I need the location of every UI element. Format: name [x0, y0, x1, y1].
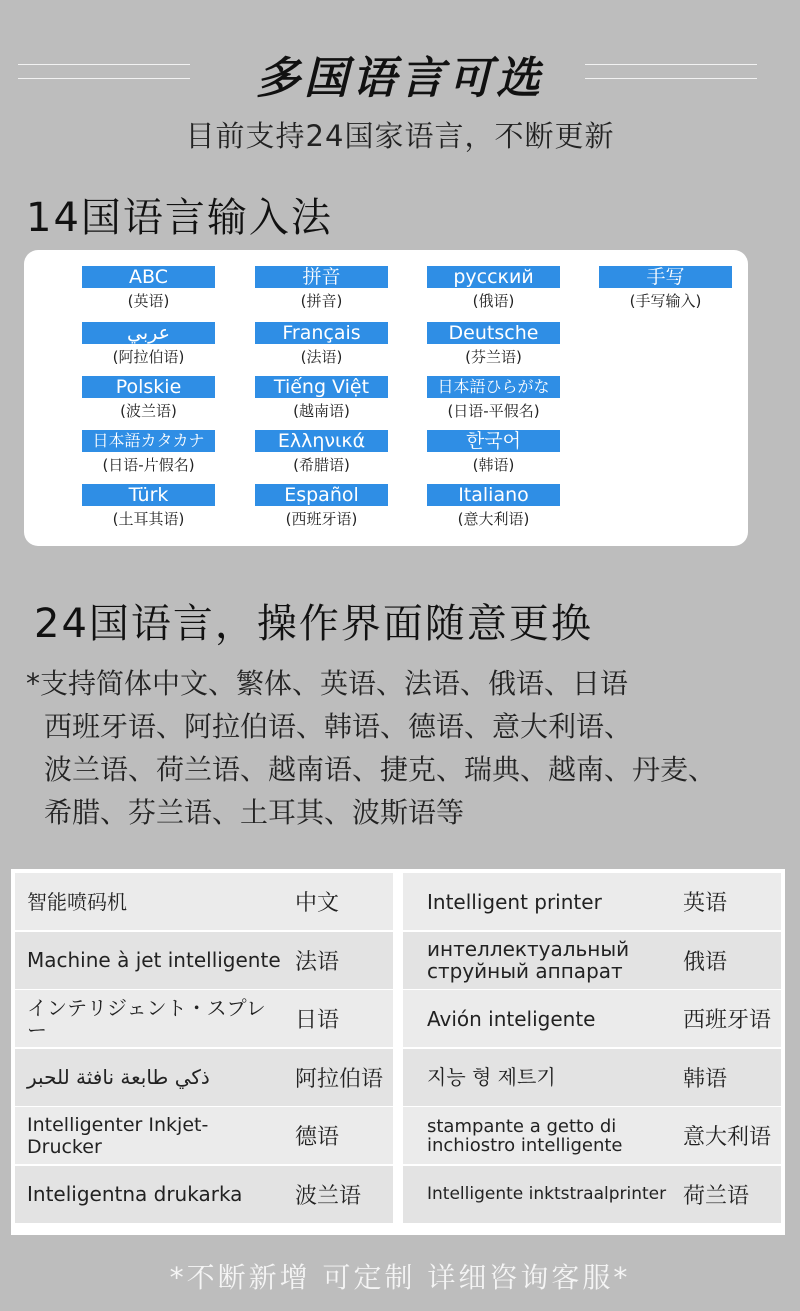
ime-sublabel: (俄语): [472, 292, 515, 310]
ime-sublabel: (英语): [127, 292, 170, 310]
ui-language-line: 西班牙语、阿拉伯语、韩语、德语、意大利语、: [44, 710, 633, 743]
translation-text: 智能喷码机: [27, 889, 127, 914]
translation-text: Intelligente inktstraalprinter: [427, 1184, 667, 1204]
language-name: 意大利语: [683, 1125, 772, 1150]
ime-item-turkish: [82, 484, 215, 529]
ime-label: عربي: [82, 322, 215, 344]
ime-item-arabic: [82, 322, 215, 367]
ime-item-vietnamese: [255, 376, 388, 421]
ime-sublabel: (日语-平假名): [447, 402, 540, 420]
ime-item-french: [255, 322, 388, 367]
ime-sublabel: (土耳其语): [112, 510, 185, 528]
ime-label: Ελληνικά: [255, 430, 388, 452]
language-name: 俄语: [683, 949, 728, 975]
translation-text: インテリジェント・スプレー: [27, 995, 266, 1042]
footer-note: *不断新增 可定制 详细咨询客服*: [169, 1261, 631, 1294]
ime-item-german: [427, 322, 560, 367]
translation-text: Inteligentna drukarka: [27, 1182, 243, 1206]
ime-label: Français: [255, 322, 388, 344]
translation-text: Machine à jet intelligente: [27, 948, 281, 972]
table-row: [403, 873, 781, 930]
ime-label: 日本語ひらがな: [427, 376, 560, 398]
ime-sublabel: (日语-片假名): [102, 456, 195, 474]
ime-label: ABC: [82, 266, 215, 288]
table-row: [15, 1049, 393, 1106]
ime-item-italian: [427, 484, 560, 529]
table-row: [403, 1049, 781, 1106]
ui-language-heading: 24国语言，操作界面随意更换: [34, 601, 593, 647]
ui-language-list: [26, 662, 800, 834]
ime-sublabel: (拼音): [300, 292, 343, 310]
language-name: 荷兰语: [683, 1183, 750, 1209]
language-name: 波兰语: [295, 1183, 362, 1209]
ime-item-hiragana: [427, 376, 560, 421]
translation-text: Intelligent printer: [427, 889, 602, 914]
table-row: [15, 873, 393, 930]
table-row: [403, 990, 781, 1047]
ime-label: 手写: [599, 266, 732, 288]
language-name: 英语: [683, 891, 728, 916]
ime-item-abc: [82, 266, 215, 311]
ime-sublabel: (越南语): [293, 402, 350, 420]
page-subtitle: 目前支持24国家语言，不断更新: [185, 119, 615, 153]
language-name: 中文: [295, 891, 340, 916]
ime-sublabel: (芬兰语): [465, 348, 522, 366]
ime-panel: [24, 250, 748, 546]
translation-table: [11, 869, 785, 1235]
ime-sublabel: (希腊语): [293, 456, 350, 474]
ime-item-spanish: [255, 484, 388, 529]
ime-label: 日本語カタカナ: [82, 430, 215, 452]
ime-heading: 14国语言输入法: [26, 195, 333, 241]
ime-item-korean: [427, 430, 560, 475]
ime-sublabel: (西班牙语): [285, 510, 358, 528]
ime-label: Deutsche: [427, 322, 560, 344]
ime-sublabel: (法语): [300, 348, 343, 366]
language-name: 西班牙语: [683, 1008, 772, 1033]
table-row: [15, 1166, 393, 1223]
ime-label: Polskie: [82, 376, 215, 398]
translation-text: stampante a getto di inchiostro intelligente: [427, 1115, 623, 1156]
translation-text: Intelligenter Inkjet-Drucker: [27, 1113, 209, 1158]
ui-language-line: 希腊、芬兰语、土耳其、波斯语等: [44, 796, 465, 829]
ime-label: 拼音: [255, 266, 388, 288]
translation-text: ذكي طابعة نافثة للحبر: [27, 1065, 210, 1089]
translation-column-left: [15, 873, 393, 1224]
ime-label: русский: [427, 266, 560, 288]
ime-label: Español: [255, 484, 388, 506]
translation-text: интеллектуальный струйный аппарат: [427, 937, 630, 983]
ime-label: Italiano: [427, 484, 560, 506]
page-title: 多国语言可选: [256, 53, 544, 104]
translation-column-right: [403, 873, 781, 1224]
table-row: [15, 932, 393, 989]
ime-label: Türk: [82, 484, 215, 506]
ime-sublabel: (意大利语): [457, 510, 530, 528]
ime-item-katakana: [82, 430, 215, 475]
ime-item-handwriting: [599, 266, 732, 311]
ime-item-pinyin: [255, 266, 388, 311]
ui-language-line: *支持简体中文、繁体、英语、法语、俄语、日语: [26, 667, 629, 700]
table-row: [403, 1107, 781, 1164]
language-name: 阿拉伯语: [295, 1066, 384, 1092]
ime-item-russian: [427, 266, 560, 311]
language-name: 法语: [295, 949, 340, 975]
table-row: [403, 1166, 781, 1223]
table-row: [403, 932, 781, 989]
ime-label: Tiếng Việt: [255, 376, 388, 398]
ime-label: 한국어: [427, 430, 560, 452]
ime-sublabel: (阿拉伯语): [112, 348, 185, 366]
ime-sublabel: (波兰语): [120, 402, 177, 420]
ime-item-polish: [82, 376, 215, 421]
language-name: 德语: [295, 1125, 340, 1150]
ime-sublabel: (手写输入): [629, 292, 702, 310]
language-name: 韩语: [683, 1066, 728, 1092]
ime-sublabel: (韩语): [472, 456, 515, 474]
translation-text: Avión inteligente: [427, 1006, 596, 1031]
ui-language-line: 波兰语、荷兰语、越南语、捷克、瑞典、越南、丹麦、: [44, 753, 717, 786]
table-row: [15, 990, 393, 1047]
language-name: 日语: [295, 1008, 340, 1033]
table-row: [15, 1107, 393, 1164]
ime-item-greek: [255, 430, 388, 475]
translation-text: 지능 형 제트기: [427, 1065, 556, 1089]
